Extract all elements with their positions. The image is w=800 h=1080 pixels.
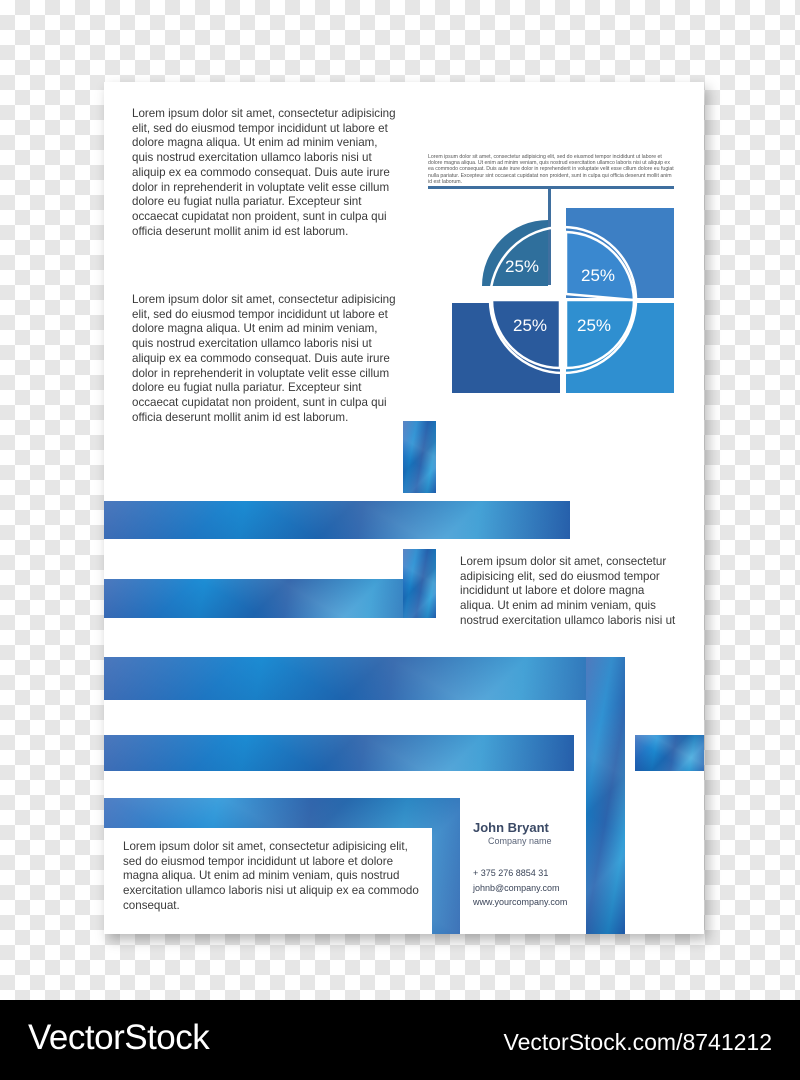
teal-accent-block xyxy=(403,421,436,493)
text-block-4: Lorem ipsum dolor sit amet, consectetur adipisicing elit, sed do eiusmod tempor incididunt ut labore et dolore magna aliqua. Ut enim ad minim veniam, quis nostrud exercitation ullamco laboris nisi ut aliquip ex ea commodo consequat. xyxy=(123,840,419,912)
pie-label-1: 25% xyxy=(504,257,540,276)
text-block-1: Lorem ipsum dolor sit amet, consectetur adipisicing elit, sed do eiusmod tempor incididunt ut labore et dolore magna aliqua. Ut enim ad minim veniam, quis nostrud exercitation ullamco laboris nisi ut aliquip ex ea commodo consequat. Duis aute irure dolor in reprehenderit in voluptate velit esse cillum dolore eu fugiat nulla pariatur. Excepteur sint occaecat cupidatat non proident, sunt in culpa qui officia deserunt mollit anim id est laborum. xyxy=(132,107,396,238)
text-block-3: Lorem ipsum dolor sit amet, consectetur adipisicing elit, sed do eiusmod tempor incididunt ut labore et dolore magna aliqua. Ut enim ad minim veniam, quis nostrud exercitation ullamco laboris nisi ut xyxy=(460,555,676,627)
vectorstock-footer xyxy=(0,1000,800,1080)
chart-rule xyxy=(428,186,674,189)
polygon-right-column xyxy=(586,657,625,934)
contact-phone: + 375 276 8854 31 xyxy=(473,868,549,878)
contact-name: John Bryant xyxy=(473,820,549,835)
polygon-band-4-right xyxy=(635,735,704,771)
chart-connector xyxy=(548,189,551,285)
flyer-page xyxy=(104,82,704,934)
text-block-2: Lorem ipsum dolor sit amet, consectetur adipisicing elit, sed do eiusmod tempor incididunt ut labore et dolore magna aliqua. Ut enim ad minim veniam, quis nostrud exercitation ullamco laboris nisi ut aliquip ex ea commodo consequat. Duis aute irure dolor in reprehenderit in voluptate velit esse cillum dolore eu fugiat nulla pariatur. Excepteur sint occaecat cupidatat non proident, sunt in culpa qui officia deserunt mollit anim id est laborum. xyxy=(132,293,396,424)
chart-caption: Lorem ipsum dolor sit amet, consectetur adipisicing elit, sed do eiusmod tempor incididunt ut labore et dolore magna aliqua. Ut enim ad minim veniam, quis nostrud exercitation ullamco laboris nisi ut aliquip ex ea commodo consequat. Duis aute irure dolor in reprehenderit in voluptate velit esse cillum dolore eu fugiat nulla pariatur. Excepteur sint occaecat cupidatat non proident, sunt in culpa qui officia deserunt mollit anim id est laborum. xyxy=(428,154,674,185)
pie-slice-top-left xyxy=(482,220,548,286)
polygon-band-2 xyxy=(104,579,436,618)
polygon-band-1 xyxy=(104,501,570,539)
pie-label-2: 25% xyxy=(580,266,616,285)
pie-label-4: 25% xyxy=(576,316,612,335)
contact-website: www.yourcompany.com xyxy=(473,897,568,907)
polygon-band-4 xyxy=(104,735,574,771)
contact-company: Company name xyxy=(488,836,552,846)
pie-label-3: 25% xyxy=(512,316,548,335)
vectorstock-image-id: VectorStock.com/8741212 xyxy=(503,1029,772,1055)
vectorstock-logo: VectorStock xyxy=(28,1018,210,1057)
polygon-band-2-riser xyxy=(403,549,436,618)
contact-email: johnb@company.com xyxy=(473,883,560,893)
polygon-band-3 xyxy=(104,657,625,700)
pie-infographic xyxy=(424,182,684,402)
